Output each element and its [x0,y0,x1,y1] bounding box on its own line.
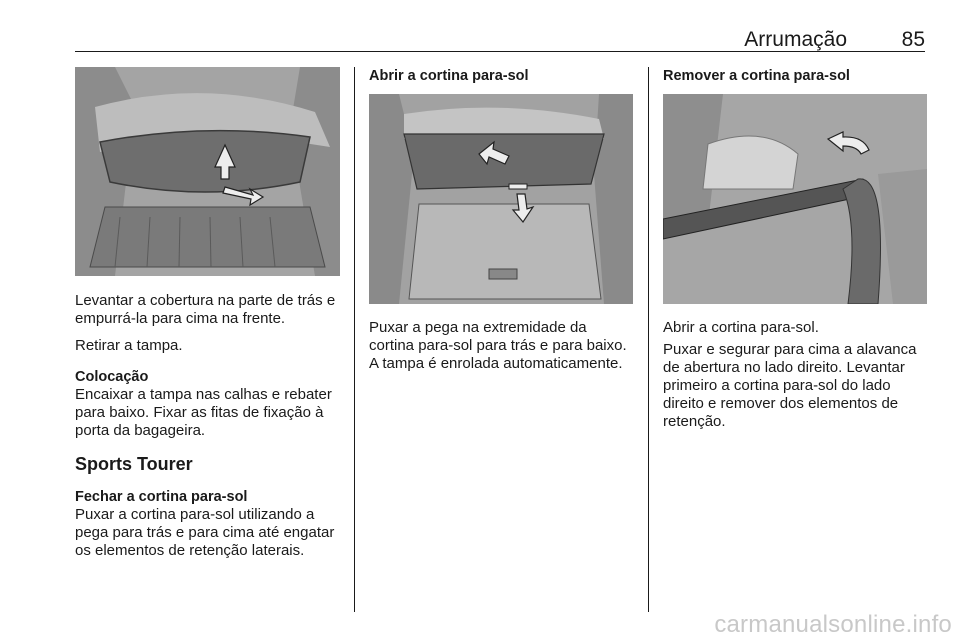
trunk-cover-illustration [75,67,340,276]
caption-remove-cover: Retirar a tampa. [75,337,183,354]
remove-shade-text: Puxar e segurar para cima a alavanca de abertura no lado direito. Levantar primeiro a cortina para-sol do lado direito e remover dos elementos de retenção. [663,341,917,430]
sports-tourer-heading: Sports Tourer [75,454,193,474]
shade-open-illustration [369,94,633,304]
column-divider-left [354,67,355,612]
watermark: carmanualsonline.info [714,611,952,638]
caption-lift-cover: Levantar a cobertura na parte de trás e empurrá-la para cima na frente. [75,292,336,327]
install-text: Encaixar a tampa nas calhas e rebater para baixo. Fixar as fitas de fixação à porta da bagageira. [75,386,332,439]
open-shade-first-text: Abrir a cortina para-sol. [663,319,819,336]
page-header [75,28,925,52]
install-heading: Colocação [75,369,149,385]
open-shade-text: Puxar a pega na extremidade da cortina para-sol para trás e para baixo. A tampa é enrolada automaticamente. [369,319,627,372]
close-shade-heading: Fechar a cortina para-sol [75,489,248,505]
illustration-open-shade [369,94,633,304]
shade-remove-illustration [663,94,927,304]
close-shade-text: Puxar a cortina para-sol utilizando a pega para trás e para cima até engatar os elementos de retenção laterais. [75,506,335,559]
illustration-remove-cover [75,67,340,276]
header-rule [75,51,925,52]
page-number: 85 [901,28,925,51]
open-shade-heading: Abrir a cortina para-sol [369,68,529,84]
column-3 [663,67,927,431]
section-title: Arrumação [744,28,847,51]
column-2 [369,67,633,373]
column-1 [75,67,340,560]
remove-shade-heading: Remover a cortina para-sol [663,68,850,84]
column-divider-right [648,67,649,612]
illustration-remove-shade [663,94,927,304]
